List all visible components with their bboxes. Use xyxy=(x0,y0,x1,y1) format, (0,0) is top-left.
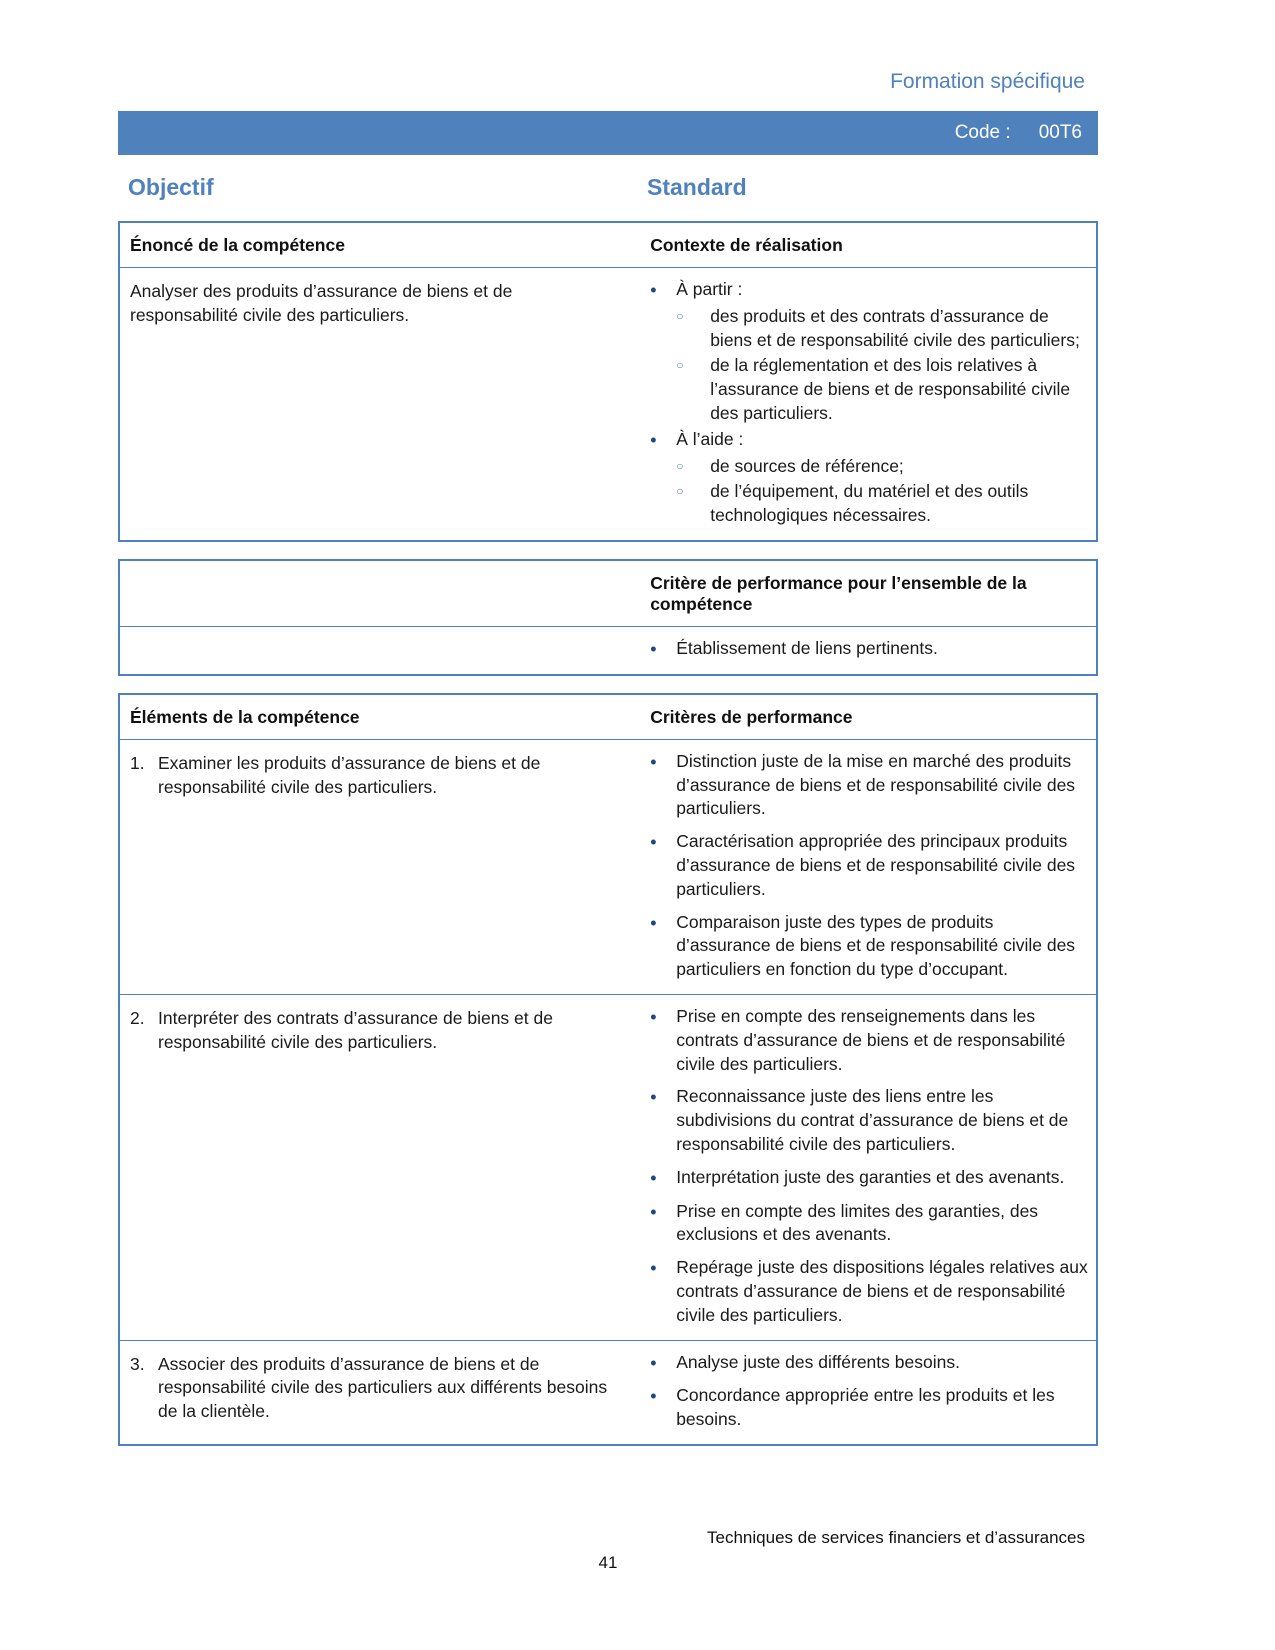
code-banner xyxy=(118,111,1098,155)
table-header-row xyxy=(120,561,1096,627)
bullet-icon xyxy=(650,911,676,982)
element-text: Associer des produits d’assurance de biens et de responsabilité civile des particuliers aux différents besoins de la clientèle. xyxy=(158,1353,608,1422)
table-row xyxy=(120,994,1096,1340)
footer-program-title: Techniques de services financiers et d’assurances xyxy=(707,1528,1085,1547)
list-subitem xyxy=(640,354,1090,425)
bullet-icon xyxy=(650,750,676,821)
critere-ensemble-header: Critère de performance pour l’ensemble de la compétence xyxy=(650,572,1027,614)
list-item xyxy=(640,637,1090,662)
header-cell-enonce xyxy=(120,223,640,267)
table-row xyxy=(120,268,1096,540)
empty-cell xyxy=(120,627,640,674)
table-row xyxy=(120,740,1096,994)
list-subitem xyxy=(640,480,1090,528)
list-item-label: Établissement de liens pertinents. xyxy=(676,637,938,658)
bullet-icon xyxy=(650,1005,676,1076)
criterion-text: Prise en compte des limites des garanties, des exclusions et des avenants. xyxy=(676,1200,1039,1245)
bullet-icon xyxy=(650,1166,676,1191)
circle-bullet-icon xyxy=(676,455,710,479)
list-item xyxy=(640,428,1090,453)
criteria-cell xyxy=(640,995,1096,1340)
context-list-cell xyxy=(640,268,1096,540)
criterion-text: Reconnaissance juste des liens entre les subdivisions du contrat d’assurance de biens et de responsabilité civile des particuliers. xyxy=(676,1086,1069,1154)
column-headings xyxy=(118,174,1098,204)
item-number: 3. xyxy=(130,1353,145,1374)
list-item xyxy=(640,1166,1090,1191)
element-cell xyxy=(120,1341,640,1444)
list-item xyxy=(640,750,1090,821)
element-cell xyxy=(120,740,640,994)
criterion-text: Interprétation juste des garanties et des avenants. xyxy=(676,1166,1065,1187)
list-subitem-label: des produits et des contrats d’assurance de biens et de responsabilité civile des particuliers; xyxy=(710,305,1080,350)
item-number: 1. xyxy=(130,752,145,773)
bullet-icon xyxy=(650,1351,676,1376)
list-subitem xyxy=(640,305,1090,353)
list-item xyxy=(640,1005,1090,1076)
list-item xyxy=(640,830,1090,901)
competence-context-table xyxy=(118,221,1098,542)
bullet-icon xyxy=(650,637,676,662)
bullet-icon xyxy=(650,1200,676,1248)
list-item-label: À l’aide : xyxy=(676,428,744,449)
bullet-icon xyxy=(650,1256,676,1327)
list-subitem-label: de l’équipement, du matériel et des outils technologiques nécessaires. xyxy=(710,481,1029,526)
list-item xyxy=(640,1256,1090,1327)
bullet-icon xyxy=(650,428,676,453)
table-header-row xyxy=(120,695,1096,740)
bullet-icon xyxy=(650,1384,676,1432)
numbered-item xyxy=(120,1005,634,1055)
bullet-icon xyxy=(650,1085,676,1156)
criterion-text: Analyse juste des différents besoins. xyxy=(676,1351,960,1372)
list-subitem-label: de la réglementation et des lois relatives à l’assurance de biens et de responsabilité civile des particuliers. xyxy=(710,355,1071,423)
numbered-item xyxy=(120,750,634,800)
criterion-text: Prise en compte des renseignements dans les contrats d’assurance de biens et de responsabilité civile des particuliers. xyxy=(676,1005,1066,1074)
table-row xyxy=(120,1340,1096,1444)
element-cell xyxy=(120,995,640,1340)
elements-criteria-table xyxy=(118,693,1098,1446)
overall-performance-table xyxy=(118,559,1098,676)
list-item xyxy=(640,1200,1090,1248)
criteres-header: Critères de performance xyxy=(650,706,853,727)
item-number: 2. xyxy=(130,1007,145,1028)
objectif-heading: Objectif xyxy=(128,174,214,200)
enonce-header: Énoncé de la compétence xyxy=(130,235,345,255)
circle-bullet-icon xyxy=(676,480,710,528)
criterion-text: Concordance appropriée entre les produits et les besoins. xyxy=(676,1385,1055,1430)
list-item xyxy=(640,1085,1090,1156)
list-subitem xyxy=(640,455,1090,479)
bullet-icon xyxy=(650,278,676,303)
contexte-header: Contexte de réalisation xyxy=(650,235,843,255)
criterion-text: Comparaison juste des types de produits d’assurance de biens et de responsabilité civile des particuliers en fonction du type d’occupant. xyxy=(676,911,1076,980)
circle-bullet-icon xyxy=(676,305,710,353)
element-text: Examiner les produits d’assurance de biens et de responsabilité civile des particuliers. xyxy=(158,752,541,797)
criterion-text: Distinction juste de la mise en marché des produits d’assurance de biens et de responsabilité civile des particuliers. xyxy=(676,750,1076,819)
element-text: Interpréter des contrats d’assurance de biens et de responsabilité civile des particuliers. xyxy=(158,1007,553,1052)
numbered-item xyxy=(120,1351,634,1424)
table-header-row xyxy=(120,223,1096,268)
elements-header: Éléments de la compétence xyxy=(130,706,360,727)
code-label: Code : xyxy=(954,122,1011,143)
header-cell-contexte xyxy=(640,223,1096,267)
criterion-text: Caractérisation appropriée des principaux produits d’assurance de biens et de responsabilité civile des particuliers. xyxy=(676,831,1076,899)
empty-header-cell xyxy=(120,561,640,626)
criteria-cell xyxy=(640,1341,1096,1444)
header-cell-elements xyxy=(120,695,640,739)
overall-criteria-cell xyxy=(640,627,1096,674)
criteria-cell xyxy=(640,740,1096,994)
list-subitem-label: de sources de référence; xyxy=(710,455,904,476)
list-item xyxy=(640,278,1090,303)
page-number: 41 xyxy=(598,1553,618,1572)
list-item xyxy=(640,1351,1090,1376)
table-row xyxy=(120,627,1096,674)
list-item xyxy=(640,1384,1090,1432)
code-value: 00T6 xyxy=(1038,122,1082,143)
header-cell-critere-ensemble xyxy=(640,561,1096,626)
page-content xyxy=(118,0,1098,1446)
circle-bullet-icon xyxy=(676,354,710,425)
list-item-label: À partir : xyxy=(676,279,743,299)
header-cell-criteres xyxy=(640,695,1096,739)
competence-statement: Analyser des produits d’assurance de biens et de responsabilité civile des particuliers. xyxy=(130,281,513,325)
standard-heading: Standard xyxy=(647,174,747,200)
section-label: Formation spécifique xyxy=(890,70,1085,93)
list-item xyxy=(640,911,1090,982)
competence-statement-cell xyxy=(120,268,640,540)
criterion-text: Repérage juste des dispositions légales relatives aux contrats d’assurance de biens et de responsabilité civile des particuliers. xyxy=(676,1257,1088,1325)
bullet-icon xyxy=(650,830,676,901)
document-header xyxy=(118,0,1098,94)
